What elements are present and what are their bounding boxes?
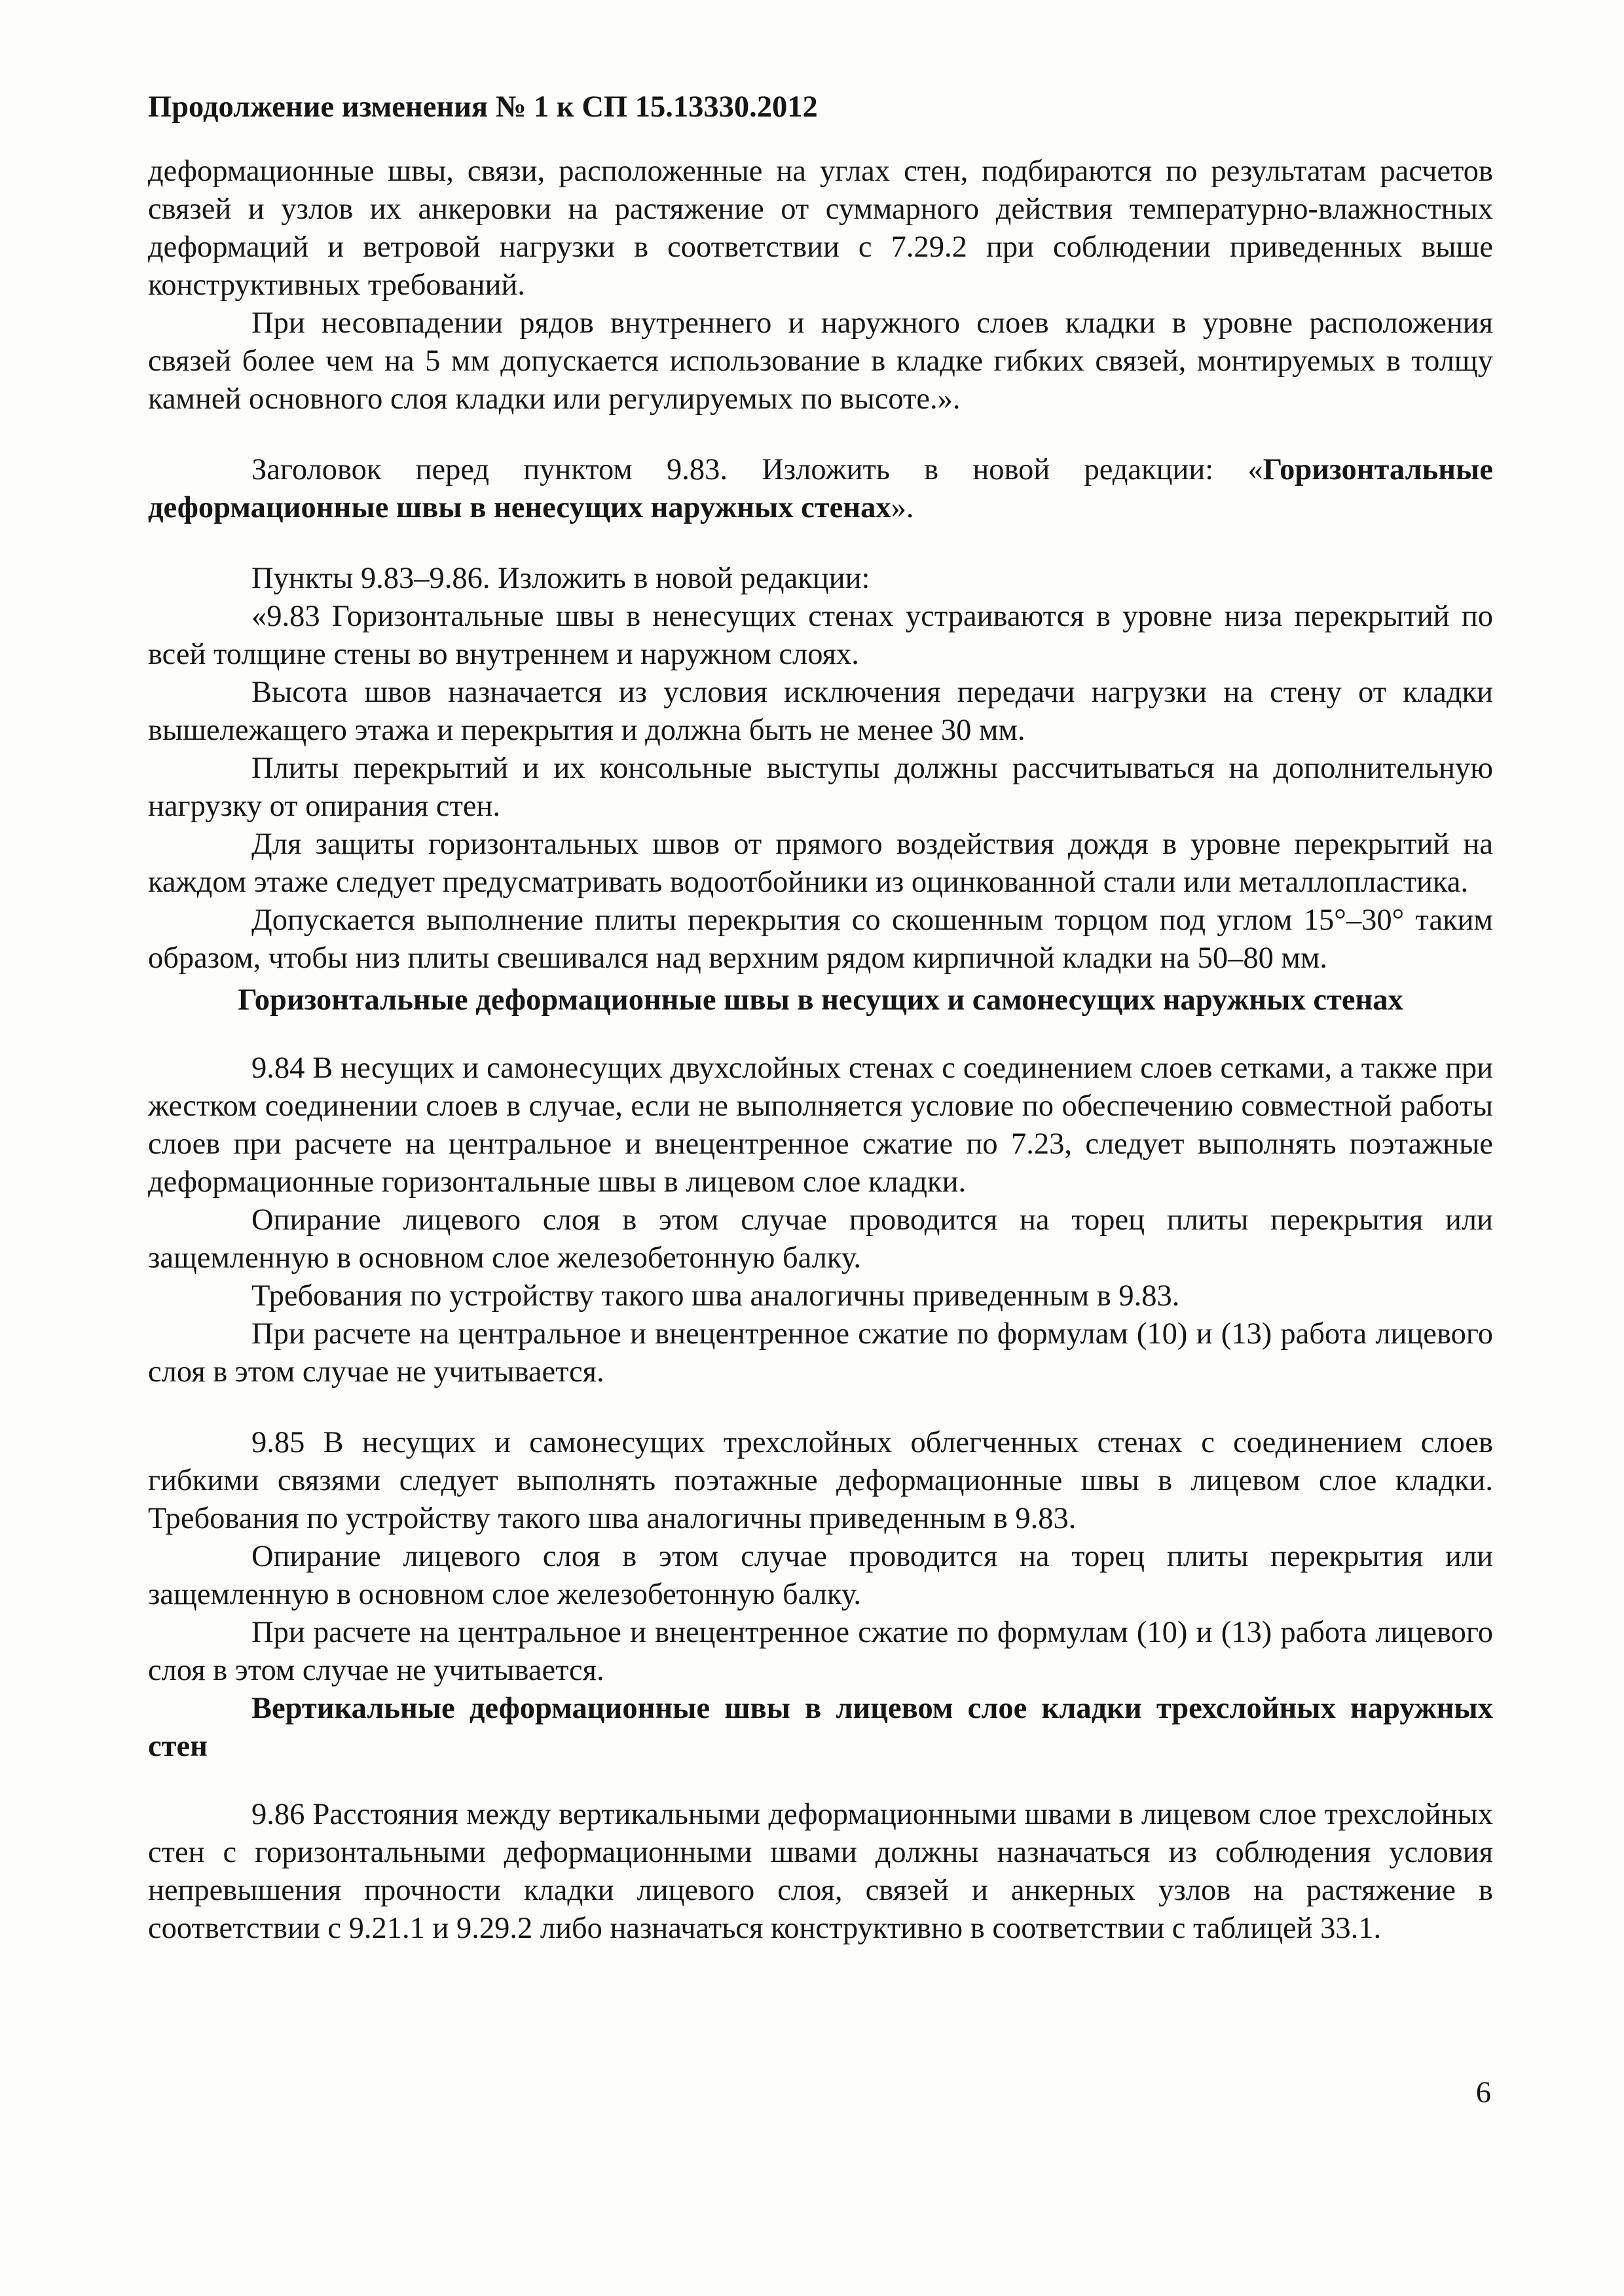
document-body (148, 88, 1493, 1948)
paragraph: Опирание лицевого слоя в этом случае проводится на торец плиты перекрытия или защемленную в основном слое железобетонную балку. (148, 1203, 1493, 1275)
paragraph: 9.84 В несущих и самонесущих двухслойных стенах с соединением слоев сетками, а также при жестком соединении слоев в случае, если не выполняется условие по обеспечению совместной работы слоев при расчете на центральное и внецентренное сжатие по 7.23, следует выполнять поэтажные деформационные горизонтальные швы в лицевом слое кладки. (148, 1051, 1493, 1199)
paragraph-heading-change (148, 451, 1493, 527)
paragraph: Пункты 9.83–9.86. Изложить в новой редакции: (251, 562, 870, 595)
paragraph: При несовпадении рядов внутреннего и наружного слоев кладки в уровне расположения связей более чем на 5 мм допускается использование в кладке гибких связей, монтируемых в толщу камней основного слоя кладки или регулируемых по высоте.». (148, 306, 1493, 416)
paragraph: Допускается выполнение плиты перекрытия со скошенным торцом под углом 15°–30° таким образом, чтобы низ плиты свешивался над верхним рядом кирпичной кладки на 50–80 мм. (148, 903, 1493, 975)
paragraph: Требования по устройству такого шва аналогичны приведенным в 9.83. (251, 1279, 1180, 1313)
paragraph-tail-text: ». (891, 491, 914, 524)
paragraph-bold-text: Горизонтальные деформационные швы в ненесущих наружных стенах (148, 453, 1493, 524)
page-header: Продолжение изменения № 1 к СП 15.13330.2012 (148, 90, 818, 124)
paragraph: При расчете на центральное и внецентренное сжатие по формулам (10) и (13) работа лицевого слоя в этом случае не учитывается. (148, 1317, 1493, 1389)
paragraph: 9.86 Расстояния между вертикальными деформационными швами в лицевом слое трехслойных стен с горизонтальными деформационными швами должны назначаться из соблюдения условия непревышения прочности кладки лицевого слоя, связей и анкерных узлов на растяжение в соответствии с 9.21.1 и 9.29.2 либо назначаться конструктивно в соответствии с таблицей 33.1. (148, 1798, 1493, 1945)
paragraph: Для защиты горизонтальных швов от прямого воздействия дождя в уровне перекрытий на каждом этаже следует предусматривать водоотбойники из оцинкованной стали или металлопластика. (148, 828, 1493, 899)
paragraph: «9.83 Горизонтальные швы в ненесущих стенах устраиваются в уровне низа перекрытий по всей толщине стены во внутреннем и наружном слоях. (148, 600, 1493, 671)
paragraph-lead-text: Заголовок перед пунктом 9.83. Изложить в новой редакции: « (251, 453, 1263, 486)
section-heading: Вертикальные деформационные швы в лицевом слое кладки трехслойных наружных стен (148, 1692, 1493, 1763)
paragraph: 9.85 В несущих и самонесущих трехслойных облегченных стенах с соединением слоев гибкими связями следует выполнять поэтажные деформационные швы в лицевом слое кладки. Требования по устройству такого шва аналогичны приведенным в 9.83. (148, 1426, 1493, 1535)
paragraph: При расчете на центральное и внецентренное сжатие по формулам (10) и (13) работа лицевого слоя в этом случае не учитывается. (148, 1616, 1493, 1687)
paragraph: Высота швов назначается из условия исключения передачи нагрузки на стену от кладки вышележащего этажа и перекрытия и должна быть не менее 30 мм. (148, 676, 1493, 747)
paragraph: Плиты перекрытий и их консольные выступы должны рассчитываться на дополнительную нагрузку от опирания стен. (148, 752, 1493, 823)
page-number: 6 (1475, 2076, 1491, 2109)
paragraph: Опирание лицевого слоя в этом случае проводится на торец плиты перекрытия или защемленную в основном слое железобетонную балку. (148, 1540, 1493, 1611)
section-heading: Горизонтальные деформационные швы в несущих и самонесущих наружных стенах (238, 983, 1403, 1017)
paragraph: деформационные швы, связи, расположенные на углах стен, подбираются по результатам расчетов связей и узлов их анкеровки на растяжение от суммарного действия температурно-влажностных деформаций и ветровой нагрузки в соответствии с 7.29.2 при соблюдении приведенных выше конструктивных требований. (148, 155, 1493, 302)
